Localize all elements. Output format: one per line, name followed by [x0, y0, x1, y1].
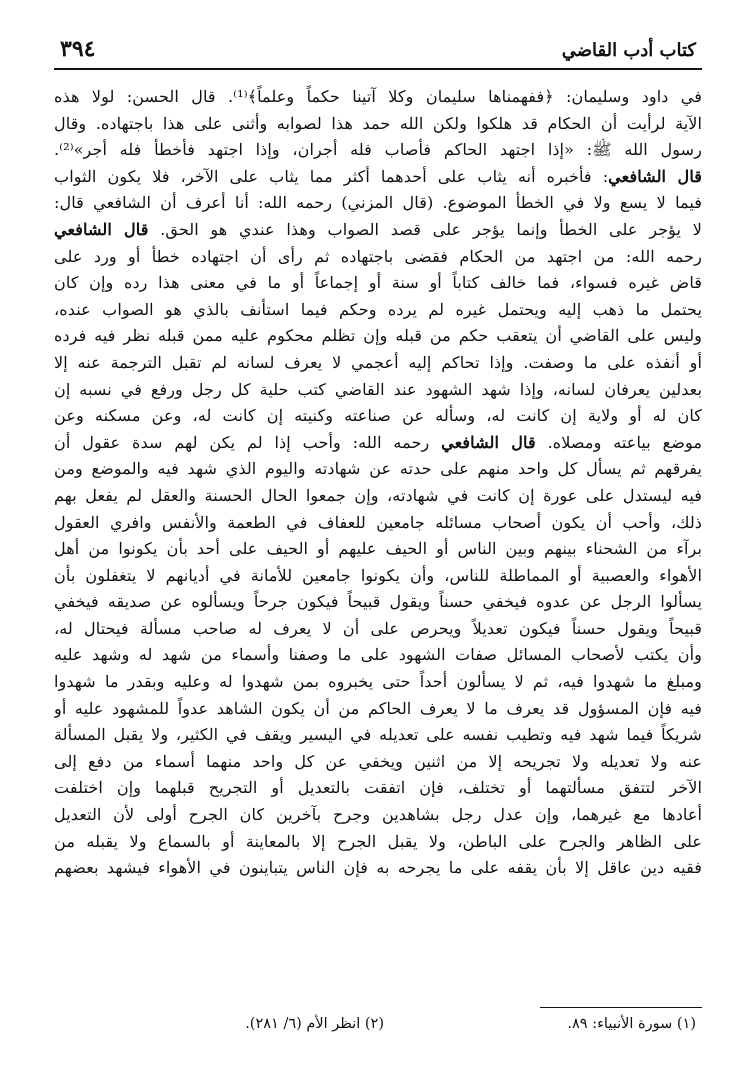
text-line: أعادها مع غيرهما، وإن عدل رجل بشاهدين وجرح بآخرين كان الجرح أولى لأن التعديل [54, 805, 702, 825]
speaker-label: قال الشافعي [441, 432, 536, 452]
speaker-label: قال الشافعي [54, 219, 149, 239]
text-line: فيه فإن المسؤول قد يعرف ما لا يعرف الحاكم من أن يكون الشاهد عدواً للمشهود عليه أو [54, 698, 702, 718]
text-line [54, 164, 702, 191]
running-title: كتاب أدب القاضي [561, 40, 696, 61]
text-line: يسألوا الرجل عن عدوه فيخفي حسناً ويقول قبيحاً فيكون جرحاً ويسألوه عن صديقه فيخفي [54, 592, 702, 612]
text-line: الأهواء والعصبية أو المماطلة للناس، وأن يكونوا جامعين للأمانة في أديانهم لا يتغفلون بأن [54, 565, 702, 585]
footnotes [54, 1016, 702, 1042]
text-segment: رحمه الله: وأحب إذا لم يكن لهم سدة عقول أن [54, 432, 442, 452]
text-line [54, 430, 702, 457]
book-page [54, 30, 702, 1060]
text-line: ذلك، وأحب أن يكون أصحاب مسائله جامعين للعفاف في الطعمة والأنفس وافري العقول [54, 512, 702, 532]
text-line: شريكاً فيما شهد فيه وتطيب نفسه على تعديله في اليسير ويقف في الكثير، ولا يقبل المسألة [54, 725, 702, 745]
text-segment: : فأخبره أنه يثاب على أحدهما أكثر مما يثاب على الآخر، فلا يكون الثواب [54, 166, 609, 186]
page-number: ٣٩٤ [60, 36, 96, 62]
footnote-1: (١) سورة الأنبياء: ٨٩. [567, 1016, 696, 1032]
text-line: قبيحاً ويقول حسناً فيكون تعديلاً ويحرص على أن لا يعرف له صاحب مسألة فيحتال له، [54, 618, 702, 638]
text-line [54, 217, 702, 244]
text-line: الآية لرأيت أن الحكام قد هلكوا ولكن الله حمد هذا لصوابه وأثنى على هذا باجتهاده. وقال [54, 113, 702, 133]
text-line: الآخر لتتفق مسألتهما أو تختلف، فإن اتفقت بالتعديل أو التجريح قبلهما وإن اختلفت [54, 778, 702, 798]
footnote-divider [540, 1007, 702, 1008]
text-line: قاض غيره فسواء، فما خالف كتاباً أو سنة أو إجماعاً أو ما في معنى هذا رده وإن كان [54, 273, 702, 293]
page-body [54, 84, 702, 882]
text-line: على الظاهر والجرح على الباطن، ولا يقبل الجرح إلا بالمعاينة أو بالسماع ولا يقبله من [54, 831, 702, 851]
text-line: رحمه الله: من اجتهد من الحكام فقضى باجتهاده ثم رأى أن اجتهاده خطأ أو ورد على [54, 246, 702, 266]
text-line: بعدلين يعرفان لسانه، وإذا شهد الشهود عند القاضي كتب حلية كل رجل ورفع في نسبه إن [54, 379, 702, 399]
text-line: فقيه دين عاقل إلا بأن يقفه على ما يجرحه به فإن الناس يتباينون في الأهواء فيشهد بعضهم [54, 858, 702, 878]
footnote-2: (٢) انظر الأم (٦/ ٢٨١). [245, 1016, 384, 1032]
text-line: كان له أو ولاية إن كانت له، وسأله عن صناعته وكنيته إن كانت له، وعن مسكنه وعن [54, 406, 702, 426]
text-line: رسول الله ﷺ: «إذا اجتهد الحاكم فأصاب فله أجران، وإذا اجتهد فأخطأ فله أجر»⁽²⁾. [54, 140, 702, 160]
text-segment: لا يؤجر على الخطأ وإنما يؤجر على قصد الصواب وهذا عندي هو الحق. [148, 219, 702, 239]
text-line: ومبلغ ما شهدوا فيه، ثم لا يسألون أحداً حتى يخبروه بمن شهدوا له وعليه وبقدر ما شهدوا [54, 672, 702, 692]
text-line: فيما لا يسع ولا في الخطأ الموضوع. (قال المزني) رحمه الله: أنا أعرف أن الشافعي قال: [54, 193, 702, 213]
text-line: يحتمل ما ذهب إليه ويحتمل غيره لم يرده وحكم فيما استأنف بالذي هو الصواب عنده، [54, 299, 702, 319]
speaker-label: قال الشافعي [608, 166, 702, 186]
page-header [54, 30, 702, 70]
text-line: وليس على القاضي أن يتعقب حكم من قبله وإن تظلم محكوم عليه ممن قبله نظر فيه فرده [54, 326, 702, 346]
text-line: عنه ولا تعديله ولا تجريحه إلا من اثنين ويخفي عن كل واحد منهما أسماء من دفع إلى [54, 751, 702, 771]
text-line: أو أنفذه على ما وصفت. وإذا تحاكم إليه أعجمي لا يعرف لسانه لم تقبل الترجمة عنه إلا [54, 352, 702, 372]
text-segment: موضع بياعته ومصلاه. [535, 432, 702, 452]
text-line: برآء من الشحناء بينهم وبين الناس أو الحيف عليهم أو الحيف على أحد بأن يكونوا من أهل [54, 539, 702, 559]
text-line: يفرقهم ثم يسأل كل واحد منهم على حدته عن شهادته واليوم الذي شهد فيه والموضع ومن [54, 459, 702, 479]
text-line: وأن يكتب لأصحاب المسائل صفات الشهود على ما وصفنا وأسماء من شهد له وشهد عليه [54, 645, 702, 665]
text-line: في داود وسليمان: ﴿ففهمناها سليمان وكلا آتينا حكماً وعلماً﴾⁽¹⁾. قال الحسن: لولا هذه [54, 87, 702, 106]
text-line: فيه ليستدل على عورة إن كانت في شهادته، وإن جمعوا الحال الحسنة والعقل لم يفعل بهم [54, 485, 702, 505]
